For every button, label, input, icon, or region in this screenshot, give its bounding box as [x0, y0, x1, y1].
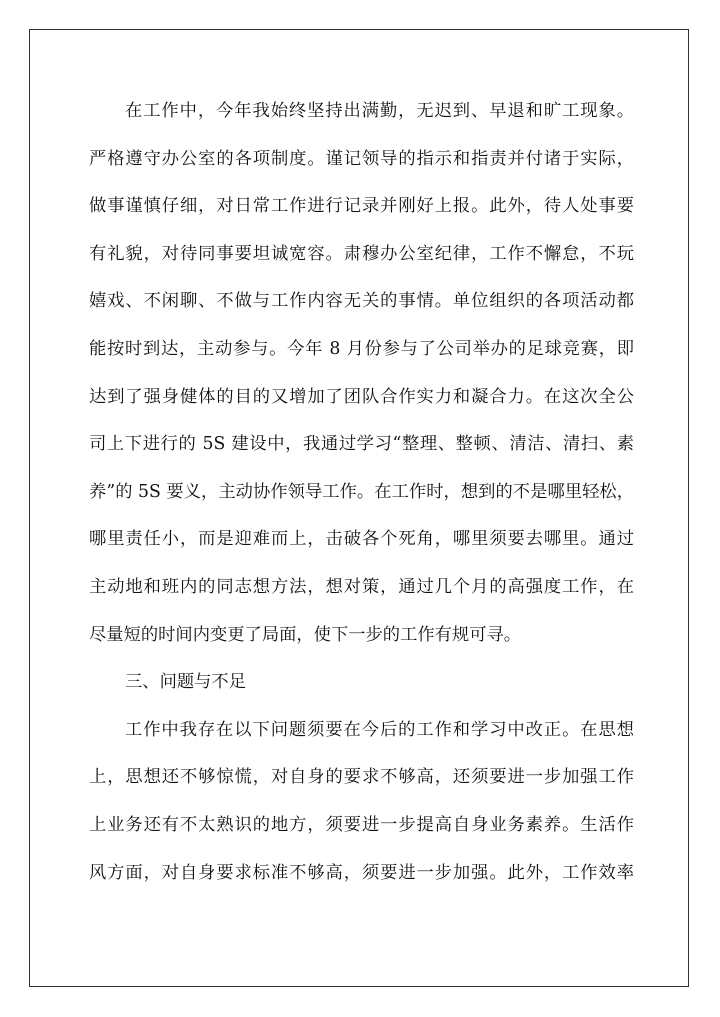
text-line: 做事谨慎仔细，对日常工作进行记录并刚好上报。此外，待人处事要 — [89, 196, 634, 217]
text-line: 风方面，对自身要求标准不够高，须要进一步加强。此外，工作效率 — [89, 862, 634, 883]
paragraph-attendance — [89, 93, 634, 664]
text-line: 有礼貌，对待同事要坦诚宽容。肃穆办公室纪律，工作不懈怠，不玩 — [89, 243, 634, 264]
text-line: 主动地和班内的同志想方法，想对策，通过几个月的高强度工作，在 — [89, 576, 634, 597]
text-line: 上，思想还不够惊慌，对自身的要求不够高，还须要进一步加强工作 — [89, 767, 634, 788]
section-heading: 三、问题与不足 — [125, 672, 246, 693]
text-line: 嬉戏、不闲聊、不做与工作内容无关的事情。单位组织的各项活动都 — [89, 291, 634, 312]
text-line: 在工作中，今年我始终坚持出满勤，无迟到、早退和旷工现象。 — [125, 101, 634, 121]
document-body — [89, 93, 634, 902]
text-line: 尽量短的时间内变更了局面，使下一步的工作有规可寻。 — [89, 624, 522, 645]
text-line: 达到了强身健体的目的又增加了团队合作实力和凝合力。在这次全公 — [89, 386, 634, 407]
paragraph-problems — [89, 712, 634, 902]
text-line: 养”的 5S 要义，主动协作领导工作。在工作时，想到的不是哪里轻松， — [89, 481, 634, 502]
text-line: 司上下进行的 5S 建设中，我通过学习“整理、整顿、清洁、清扫、素 — [89, 434, 634, 455]
text-line: 哪里责任小，而是迎难而上，击破各个死角，哪里须要去哪里。通过 — [89, 529, 634, 550]
text-line: 能按时到达，主动参与。今年 8 月份参与了公司举办的足球竞赛，即 — [89, 338, 634, 359]
text-line: 严格遵守办公室的各项制度。谨记领导的指示和指责并付诸于实际， — [89, 148, 634, 169]
text-line: 上业务还有不太熟识的地方，须要进一步提高自身业务素养。生活作 — [89, 814, 634, 835]
text-line: 工作中我存在以下问题须要在今后的工作和学习中改正。在思想 — [125, 719, 634, 740]
